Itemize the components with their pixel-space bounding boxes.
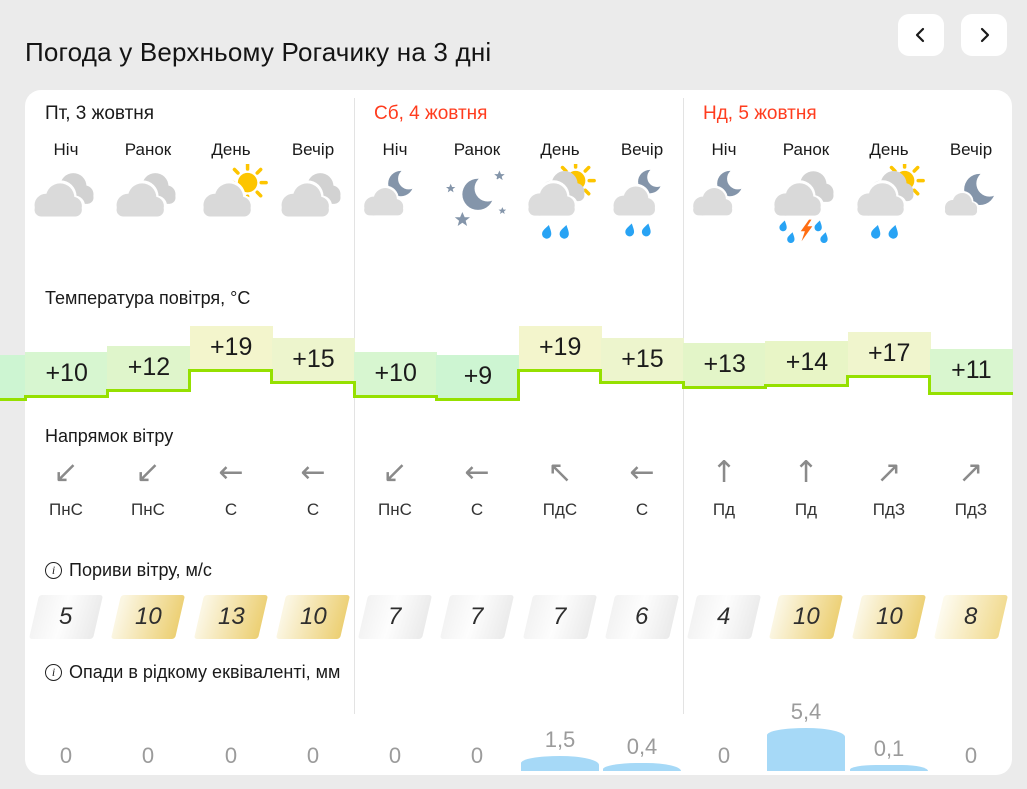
precip-cell (683, 651, 765, 771)
wind-direction-arrow: ↑ (793, 455, 819, 490)
weather-icon-cell (601, 164, 683, 256)
info-icon[interactable]: i (45, 562, 62, 579)
wind-gust-value: 8 (964, 603, 978, 630)
precip-value: 0 (59, 743, 73, 768)
day-divider (354, 98, 355, 714)
wind-gust-value: 10 (134, 603, 162, 630)
partly-sunny-icon (192, 164, 270, 248)
period-label: День (869, 140, 909, 159)
temperature-step-line (599, 369, 602, 384)
day-date-label: Нд, 5 жовтня (703, 103, 817, 124)
wind-gust-value-box (111, 595, 185, 639)
temperature-step-line (24, 395, 27, 401)
temperature-cell: +10 (354, 352, 437, 398)
wind-gust-cell (848, 594, 930, 640)
wind-gust-value-box (523, 595, 597, 639)
precip-cell (354, 651, 436, 771)
weather-icon-cell (436, 164, 518, 256)
wind-gust-value: 10 (299, 603, 327, 630)
weather-icon-cell (354, 164, 436, 256)
weather-icon-cell (190, 164, 272, 256)
wind-gust-value: 10 (875, 603, 903, 630)
wind-gust-cell (272, 594, 354, 640)
period-label: Вечір (291, 140, 335, 159)
precip-value: 5,4 (790, 699, 822, 725)
day-column (354, 90, 683, 775)
temperature-section-label (45, 288, 250, 309)
moon-stars-icon (438, 164, 516, 248)
cloud-thunder-rain-icon (767, 164, 845, 248)
temperature-cell: +15 (272, 338, 355, 384)
wind-direction-label: С (470, 500, 484, 519)
wind-gust-cell (436, 594, 518, 640)
wind-gust-cell (519, 594, 601, 640)
precip-section-label (45, 662, 340, 683)
precip-value: 0 (964, 743, 978, 768)
temperature-step-line (682, 381, 685, 390)
wind-direction-label: ПнС (378, 500, 412, 519)
wind-gust-value: 7 (553, 603, 567, 630)
sun-cloud-rain-icon (850, 164, 928, 248)
wind-gust-value: 5 (59, 603, 73, 630)
wind-gust-cell (683, 594, 765, 640)
weather-icon-cell (930, 164, 1012, 256)
wind-gust-cell (354, 594, 436, 640)
wind-direction-arrow: ↗ (876, 455, 902, 490)
day-date-label: Сб, 4 жовтня (374, 103, 488, 124)
next-period-button[interactable] (961, 14, 1007, 56)
temperature-step-chart (0, 320, 1012, 404)
temperature-cell: +12 (107, 346, 190, 392)
wind-direction-label: Пд (794, 500, 818, 519)
wind-gust-value: 7 (388, 603, 402, 630)
temperature-cell: +9 (436, 355, 519, 401)
wind-direction-label: С (306, 500, 320, 519)
precip-value: 0 (306, 743, 320, 768)
wind-direction-label: С (635, 500, 649, 519)
wind-gust-value: 13 (217, 603, 245, 630)
precip-cell (930, 651, 1012, 771)
weather-icon-cell (107, 164, 189, 256)
wind-direction-arrow: ↙ (382, 455, 408, 490)
period-label: Ранок (124, 140, 172, 159)
wind-direction-label: Пд (712, 500, 736, 519)
temperature-section-text: Температура повітря, °C (45, 288, 251, 308)
wind-direction-arrow: ← (218, 455, 244, 490)
precip-cell (436, 651, 518, 771)
wind-gust-value-box (769, 595, 843, 639)
precip-value: 0 (388, 743, 402, 768)
weather-icon-cell (848, 164, 930, 256)
moon-cloud-rain-icon (603, 164, 681, 248)
page-title: Погода у Верхньому Рогачику на 3 дні (25, 37, 492, 68)
period-label: Ранок (782, 140, 830, 159)
chevron-left-icon (912, 26, 930, 44)
precip-bar (850, 765, 928, 771)
precip-cell (519, 651, 601, 771)
precip-value: 0 (717, 743, 731, 768)
wind-direction-label: ПдЗ (954, 500, 988, 519)
period-label: День (540, 140, 580, 159)
temperature-step-line (106, 389, 109, 398)
temperature-step-line (517, 369, 520, 401)
precip-section-text: Опади в рідкому еквіваленті, мм (69, 662, 341, 682)
wind-direction-arrow: ← (464, 455, 490, 490)
wind-direction-arrow: ← (629, 455, 655, 490)
chevron-right-icon (975, 26, 993, 44)
period-label: Ранок (453, 140, 501, 159)
wind-direction-label: ПдС (542, 500, 578, 519)
period-label: Вечір (949, 140, 993, 159)
precip-cell (601, 651, 683, 771)
precip-bar (521, 756, 599, 772)
precip-value: 1,5 (544, 726, 576, 752)
wind-gust-value: 6 (635, 603, 649, 630)
precip-value: 0,4 (626, 734, 658, 760)
wind-direction-arrow: ↑ (711, 455, 737, 490)
precip-cell (765, 651, 847, 771)
precip-value: 0 (224, 743, 238, 768)
wind-gust-value-box (29, 595, 103, 639)
wind-gust-cell (190, 594, 272, 640)
wind-direction-label: ПнС (131, 500, 165, 519)
period-label: Вечір (620, 140, 664, 159)
precip-cell (848, 651, 930, 771)
wind-gust-value: 7 (470, 603, 484, 630)
wind-gust-value-box (605, 595, 679, 639)
wind-gust-cell (107, 594, 189, 640)
wind-gust-cell (25, 594, 107, 640)
precip-value: 0 (470, 743, 484, 768)
wind-direction-arrow: ↗ (958, 455, 984, 490)
precip-value: 0,1 (873, 736, 905, 762)
temperature-step-line (846, 375, 849, 387)
cloud-moon-icon (356, 164, 434, 248)
wind-gust-value: 10 (792, 603, 820, 630)
period-label: Ніч (711, 140, 737, 159)
wind-direction-arrow: ↙ (135, 455, 161, 490)
day-date-label: Пт, 3 жовтня (45, 103, 155, 124)
day-column (683, 90, 1012, 775)
period-label: Ніч (382, 140, 408, 159)
temperature-step-line (270, 369, 273, 384)
wind-gust-value-box (358, 595, 432, 639)
temperature-cell: +15 (601, 338, 684, 384)
wind-gust-value-box (276, 595, 350, 639)
wind-gust-value: 4 (717, 603, 731, 630)
period-label: Ніч (53, 140, 79, 159)
weather-icon-cell (519, 164, 601, 256)
temperature-step-line (435, 395, 438, 401)
temperature-step-line (353, 381, 356, 399)
wind-gust-cell (601, 594, 683, 640)
temperature-cell: +13 (683, 343, 766, 389)
gusts-section-text: Пориви вітру, м/с (69, 560, 212, 580)
wind-gust-value-box (687, 595, 761, 639)
temperature-cell: +19 (190, 326, 273, 372)
temperature-cell: +14 (765, 341, 848, 387)
cloud-moon-icon (685, 164, 763, 248)
precip-bar (767, 728, 845, 771)
temperature-step-line (928, 375, 931, 395)
day-divider (683, 98, 684, 714)
period-label: День (211, 140, 251, 159)
wind-section-text: Напрямок вітру (45, 426, 174, 446)
info-icon[interactable]: i (45, 664, 62, 681)
weather-icon-cell (765, 164, 847, 256)
gusts-section-label (45, 560, 212, 581)
wind-gust-value-box (440, 595, 514, 639)
temperature-cell: +10 (25, 352, 108, 398)
forecast-card (25, 90, 1012, 775)
wind-direction-label: ПдЗ (872, 500, 906, 519)
weather-icon-cell (25, 164, 107, 256)
wind-direction-arrow: ↖ (547, 455, 573, 490)
wind-gust-value-box (934, 595, 1008, 639)
wind-gust-cell (765, 594, 847, 640)
temperature-cell: +19 (519, 326, 602, 372)
wind-direction-label: ПнС (49, 500, 83, 519)
wind-direction-arrow: ← (300, 455, 326, 490)
temperature-cell: +11 (930, 349, 1013, 395)
wind-gust-value-box (852, 595, 926, 639)
precip-value: 0 (141, 743, 155, 768)
weather-icon-cell (272, 164, 354, 256)
temperature-step-line (764, 384, 767, 390)
weather-icon-cell (683, 164, 765, 256)
sun-cloud-rain-icon (521, 164, 599, 248)
precip-bar (603, 763, 681, 771)
wind-direction-arrow: ↙ (53, 455, 79, 490)
moon-small-cloud-icon (932, 164, 1010, 248)
cloudy-icon (27, 164, 105, 248)
wind-gust-cell (930, 594, 1012, 640)
wind-section-label (45, 426, 173, 447)
cloudy-icon (274, 164, 352, 248)
temperature-step-line (188, 369, 191, 392)
wind-gust-value-box (194, 595, 268, 639)
prev-period-button[interactable] (898, 14, 944, 56)
temperature-cell: +17 (848, 332, 931, 378)
temperature-cell (0, 355, 26, 401)
cloudy-icon (109, 164, 187, 248)
wind-direction-label: С (224, 500, 238, 519)
